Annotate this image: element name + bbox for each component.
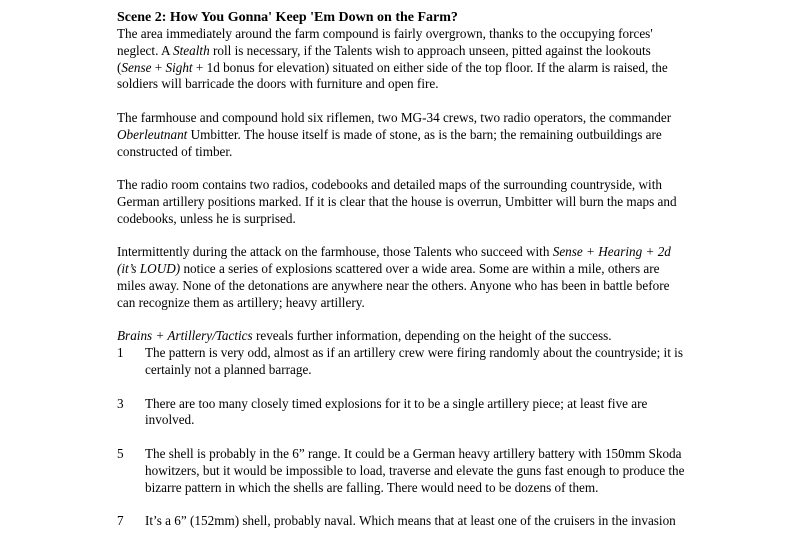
list-item-text: The shell is probably in the 6” range. It could be a German heavy artillery battery with 150mm Skoda howitzers, but it would be impossible to load, traverse and elevate the guns fast enough to produce the bizarre pattern in which the shells are falling. There would need to be dozens of them. [145, 445, 685, 495]
list-item-number: 5 [117, 445, 124, 461]
paragraph-approach [117, 26, 685, 93]
text-run: roll is necessary, if the Talents wish to approach unseen, pitted against the lookouts ( [117, 42, 651, 75]
skill-sight: Sight [165, 59, 193, 75]
text-run: + [151, 59, 166, 75]
document-body [117, 9, 685, 547]
skill-stealth: Stealth [173, 42, 210, 58]
roll-hearing: Sense + Hearing + 2d (it’s LOUD) [117, 244, 671, 277]
list-item-number: 3 [117, 395, 124, 411]
paragraph-tactics [117, 328, 685, 345]
text-run: The area immediately around the farm compound is fairly overgrown, thanks to the occupying forces' neglect. A [117, 26, 653, 58]
text-run: The farmhouse and compound hold six riflemen, two MG-34 crews, two radio operators, the commander [117, 109, 672, 125]
list-item-text: The pattern is very odd, almost as if an artillery crew were firing randomly about the countryside; it is certainly not a planned barrage. [145, 345, 683, 377]
list-item-number: 1 [117, 345, 124, 361]
text-run: Umbitter. The house itself is made of stone, as is the barn; the remaining outbuildings are constructed of timber. [117, 126, 662, 159]
text-run: + 1d bonus for elevation) situated on either side of the top floor. If the alarm is raised, the soldiers will barricade the doors with furniture and open fire. [117, 59, 668, 92]
text-run: Intermittently during the attack on the farmhouse, those Talents who succeed with [117, 244, 553, 260]
rank-oberleutnant: Oberleutnant [117, 126, 188, 142]
attr-sense: Sense [121, 59, 152, 75]
paragraph-garrison [117, 110, 685, 160]
scene-title: Scene 2: How You Gonna' Keep 'Em Down on the Farm? [117, 10, 458, 25]
roll-artillery-tactics: Brains + Artillery/Tactics [117, 328, 253, 344]
paragraph-radio-room: The radio room contains two radios, codebooks and detailed maps of the surrounding countryside, with German artillery positions marked. If it is clear that the house is overrun, Umbitter will burn the maps and codebooks, unless he is surprised. [117, 177, 677, 226]
list-item-text: It’s a 6” (152mm) shell, probably naval. Which means that at least one of the cruisers in the invasion [145, 513, 676, 529]
list-item-text: There are too many closely timed explosions for it to be a single artillery piece; at least five are involved. [145, 395, 648, 428]
list-item [117, 446, 685, 496]
paragraph-explosions [117, 244, 685, 311]
list-item [117, 513, 685, 530]
text-run: notice a series of explosions scattered over a wide area. Some are within a mile, others are miles away. None of the detonations are anywhere near the others. Anyone who has been in battle before can recognize them as artillery; heavy artillery. [117, 261, 670, 310]
list-item [117, 396, 685, 430]
list-item [117, 345, 685, 379]
list-item-number: 7 [117, 513, 124, 529]
text-run: reveals further information, depending on the height of the success. [252, 328, 612, 344]
